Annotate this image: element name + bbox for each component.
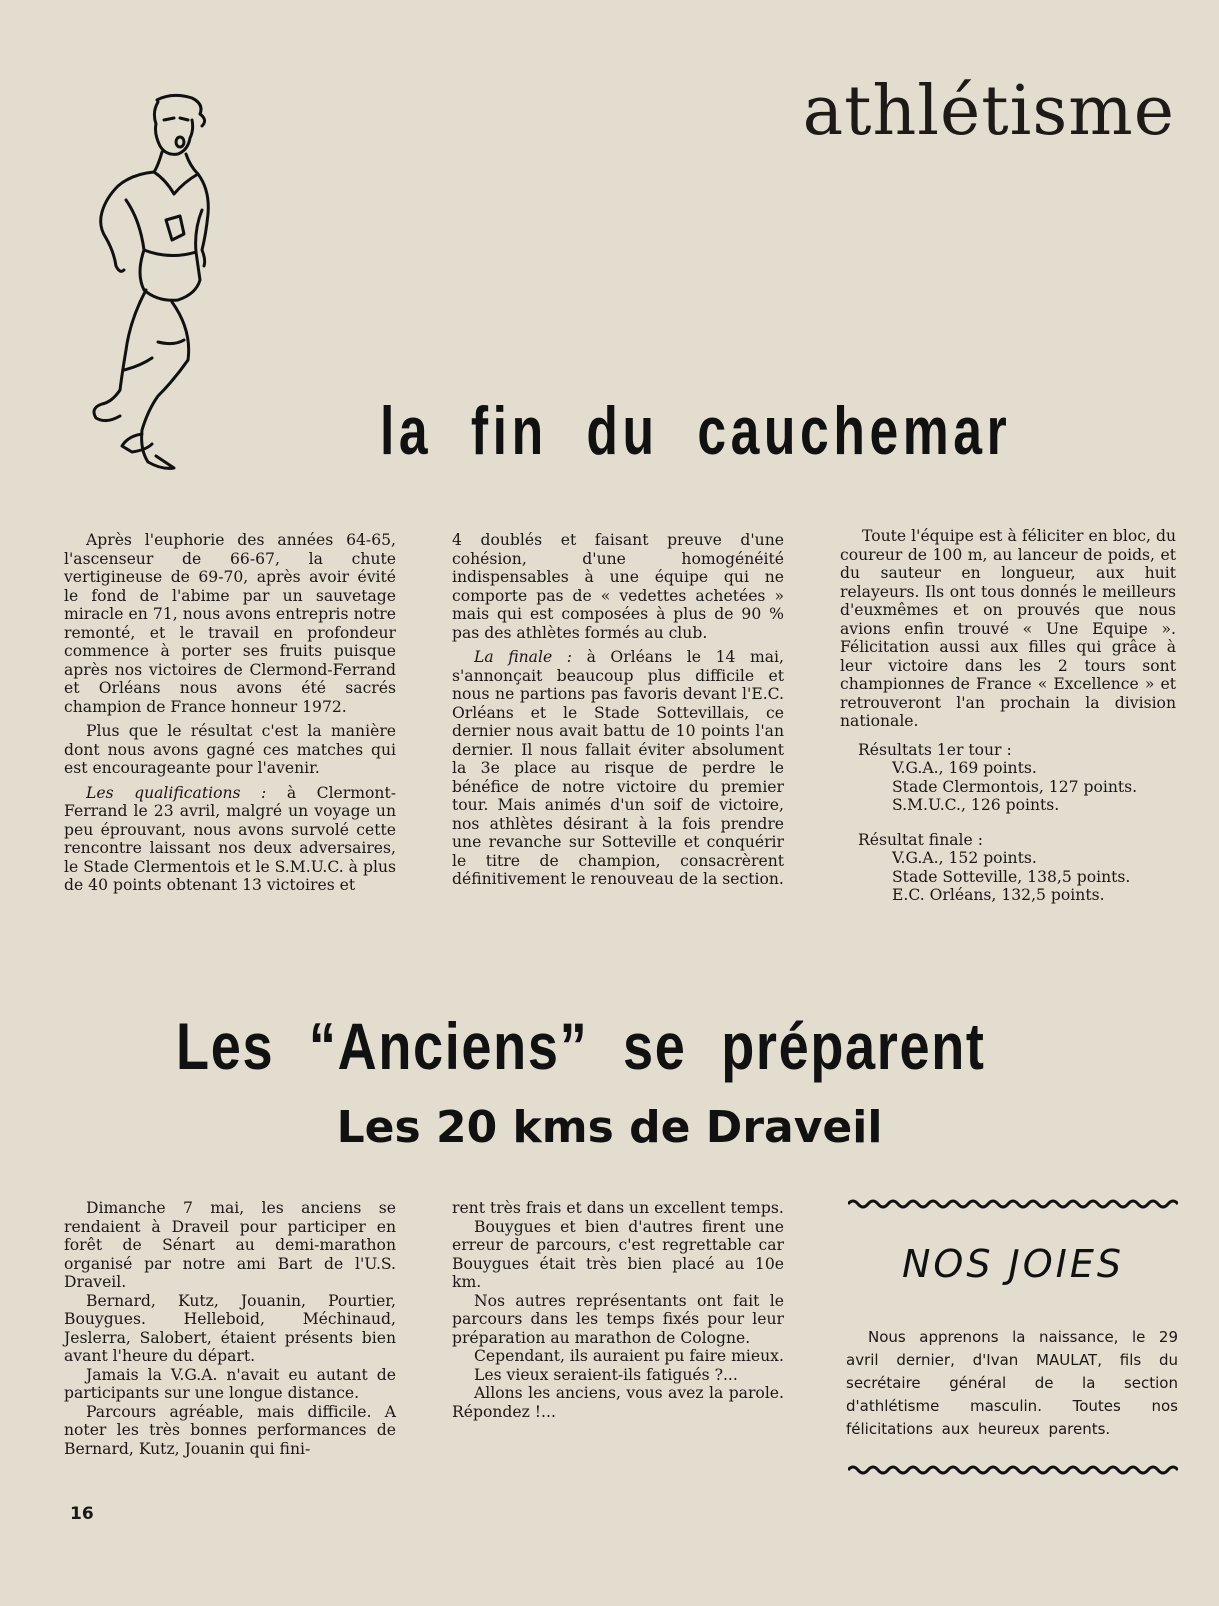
article2-column-2	[452, 1199, 784, 1421]
paragraph: Dimanche 7 mai, les anciens se rendaient à Draveil pour participer en forêt de Sénart au demi-marathon organisé par notre ami Bart de l'U.S. Draveil.	[64, 1199, 396, 1291]
paragraph: Bouygues et bien d'autres firent une erreur de parcours, c'est regrettable car Bouygues était très bien placé au 10e km.	[452, 1217, 784, 1291]
paragraph: Les vieux seraient-ils fatigués ?...	[474, 1365, 738, 1384]
paragraph: 4 doublés et faisant preuve d'une cohésion, d'une homogénéité indispensables à une équipe qui ne comporte pas de « vedettes achetées » mais qui est composées à plus de 90 % pas des athlètes formés au club.	[452, 531, 784, 642]
paragraph: Parcours agréable, mais difficile. A noter les très bonnes performances de Bernard, Kutz, Jouanin qui fini-	[64, 1402, 396, 1458]
page-number: 16	[70, 1504, 94, 1524]
wavy-divider-top	[848, 1198, 1178, 1210]
paragraph: Bernard, Kutz, Jouanin, Pourtier, Bouygues. Helleboid, Méchinaud, Jeslerra, Salobert, étaient présents bien avant l'heure du départ.	[64, 1291, 396, 1365]
result-row: V.G.A., 152 points.	[892, 849, 1037, 867]
paragraph: Allons les anciens, vous avez la parole. Répondez !...	[452, 1384, 784, 1421]
article-column-1	[64, 531, 396, 901]
paragraph: Cependant, ils auraient pu faire mieux.	[474, 1347, 784, 1365]
paragraph: Jamais la V.G.A. n'avait eu autant de participants sur une longue distance.	[64, 1365, 396, 1402]
article-column-3	[840, 527, 1176, 905]
article2-headline: Les “Anciens” se préparent	[176, 1009, 986, 1083]
result-row: S.M.U.C., 126 points.	[892, 796, 1060, 814]
paragraph: Toute l'équipe est à féliciter en bloc, du coureur de 100 m, au lanceur de poids, et du sauteur en longueur, aux huit relayeurs. Ils ont tous donnés le meilleurs d'euxmêmes et on prouvés que nous avions enfin trouvé « Une Equipe ». Félicitation aussi aux filles qui grâce à leur victoire dans les 2 tours sont championnes de France « Excellence » et retrouveront l'an prochain la division nationale.	[840, 527, 1176, 730]
article2-subheadline: Les 20 kms de Draveil	[336, 1102, 883, 1153]
box-title: NOS JOIES	[902, 1242, 1124, 1286]
result-row: E.C. Orléans, 132,5 points.	[892, 886, 1105, 904]
article-column-2	[452, 531, 784, 895]
results-label: Résultats 1er tour :	[858, 740, 1012, 759]
results-first-round	[840, 741, 1176, 815]
paragraph	[64, 784, 396, 895]
result-row: V.G.A., 169 points.	[892, 759, 1037, 777]
section-title: athlétisme	[802, 72, 1175, 151]
article2-column-1	[64, 1199, 396, 1458]
qualifications-label: Les qualifications :	[86, 783, 267, 802]
paragraph: Nous apprenons la naissance, le 29 avril dernier, d'Ivan MAULAT, fils du secrétaire général de la section d'athlétisme masculin. Toutes nos félicitations aux heureux parents.	[846, 1328, 1178, 1438]
paragraph: Après l'euphorie des années 64-65, l'ascenseur de 66-67, la chute vertigineuse de 69-70, après avoir évité le fond de l'abime par un sauvetage miracle en 71, nous avons entrepris notre remonté, et le travail en profondeur commence à porter ses fruits puisque après nos victoires de Clermond-Ferrand et Orléans nous avons été sacrés champion de France honneur 1972.	[64, 531, 396, 716]
results-label: Résultat finale :	[858, 830, 983, 849]
qualifications-text: à Clermont-Ferrand le 23 avril, malgré un voyage un peu éprouvant, nous avons survolé cette rencontre laissant nos deux adversaires, le Stade Clermentois et le S.M.U.C. à plus de 40 points obtenant 13 victoires et	[64, 783, 396, 894]
box-text	[846, 1326, 1178, 1441]
article-headline: la fin du cauchemar	[380, 393, 1012, 469]
paragraph: rent très frais et dans un excellent temps.	[452, 1199, 784, 1217]
results-final	[840, 831, 1176, 905]
finale-text: à Orléans le 14 mai, s'annonçait beaucoup plus difficile et nous ne partions pas favoris devant l'E.C. Orléans et le Stade Sottevillais, ce dernier nous avait battu de 10 points l'an dernier. Il nous fallait éviter absolument la 3e place au risque de perdre le bénéfice de notre victoire du premier tour. Mais animés d'un soif de victoire, nos athlètes désirant à la fois prendre une revanche sur Sotteville et conquérir le titre de champion, consacrèrent définitivement le renouveau de la section.	[452, 648, 784, 888]
result-row: Stade Clermontois, 127 points.	[892, 777, 1138, 796]
wavy-divider-bottom	[848, 1464, 1178, 1476]
finale-label: La finale :	[474, 648, 572, 666]
paragraph: Plus que le résultat c'est la manière dont nous avons gagné ces matches qui est encourageante pour l'avenir.	[64, 722, 396, 777]
runner-illustration	[62, 90, 222, 490]
result-row: Stade Sotteville, 138,5 points.	[892, 867, 1131, 886]
paragraph: Nos autres représentants ont fait le parcours dans les temps fixés pour leur préparation au marathon de Cologne.	[452, 1291, 784, 1347]
paragraph	[452, 648, 784, 889]
